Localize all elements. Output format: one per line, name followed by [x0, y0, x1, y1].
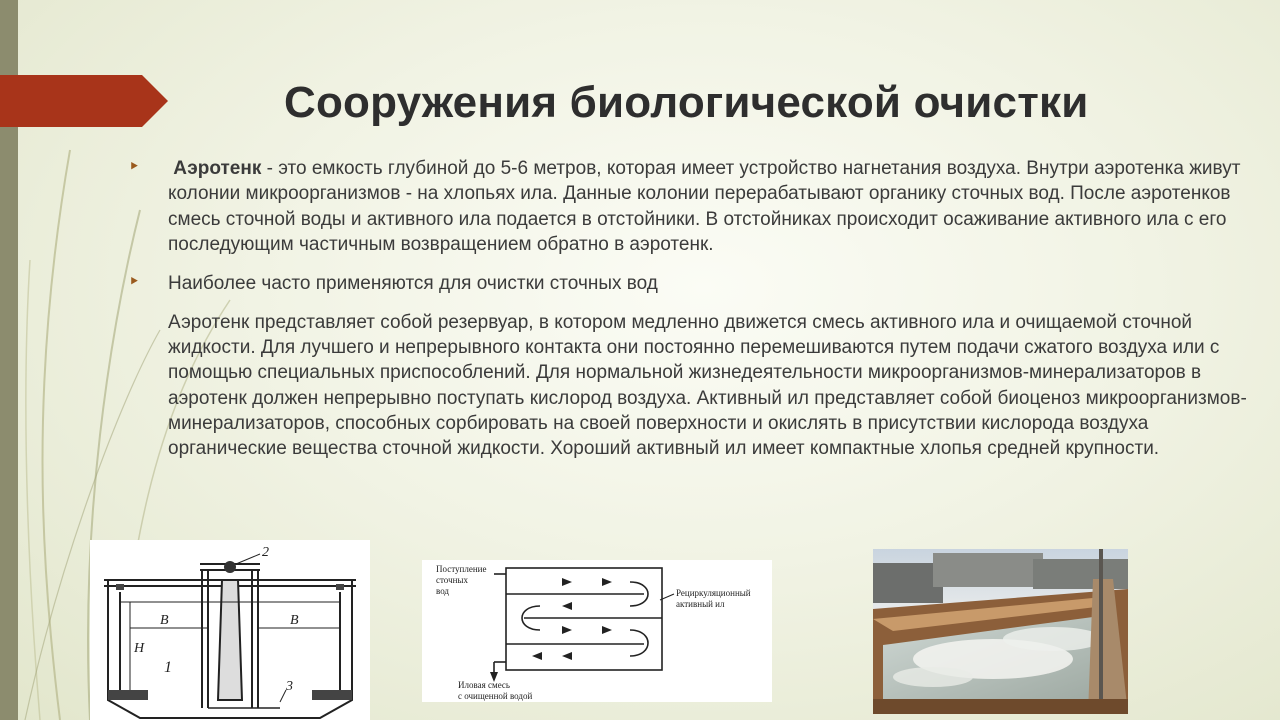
inlet-label-2: сточных — [436, 575, 468, 585]
recirc-label-2: активный ил — [676, 599, 725, 609]
bullet-marker-2: ‣ — [129, 272, 140, 291]
aerotank-section-drawing — [90, 540, 370, 720]
bullet-marker-1: ‣ — [129, 157, 140, 176]
aerotank-flow-scheme — [422, 560, 772, 702]
title-arrow-shape — [0, 75, 168, 127]
aerotank-definition-text: - это емкость глубиной до 5-6 метров, которая имеет устройство нагнетания воздуха. Внутри аэротенка живут колонии микроорганизмов - на хлопьях ила. Данные колонии перерабатывают органику сточных вод. После аэротенков смесь сточной воды и активного ила подается в отстойники. В отстойниках происходит осаживание активного ила с его последующим частичным возвращением обратно в аэротенк. — [168, 158, 1241, 255]
recirc-label-1: Рециркуляционный — [676, 588, 751, 598]
inlet-label-3: вод — [436, 586, 450, 596]
term-aerotank: Аэротенк — [173, 158, 262, 179]
bullet-usage: Наиболее часто применяются для очистки сточных вод — [168, 273, 658, 294]
flow-scheme-svg — [422, 560, 772, 702]
page-title: Сооружения биологической очистки — [284, 78, 1089, 127]
aerotank-photo-illustration — [873, 549, 1128, 714]
label-b-left: B — [160, 613, 169, 628]
bullet-aerotank-definition — [168, 156, 1268, 257]
label-3: 3 — [286, 679, 293, 694]
aerotank-description-paragraph — [160, 310, 1270, 461]
label-1: 1 — [164, 659, 172, 676]
label-2: 2 — [262, 545, 269, 560]
section-drawing-svg — [90, 540, 370, 720]
label-b-right: B — [290, 613, 299, 628]
label-h: H — [134, 641, 145, 656]
aerotank-photo — [873, 549, 1128, 714]
outlet-label-2: с очищенной водой — [458, 691, 533, 701]
aerotank-description-text: Аэротенк представляет собой резервуар, в котором медленно движется смесь активного ила и очищаемой сточной жидкости. Для лучшего и непрерывного контакта они постоянно перемешиваются путем подачи сжатого воздуха или с помощью специальных приспособлений. Для нормальной жизнедеятельности микроорганизмов-минерализаторов в аэротенк должен непрерывно поступать кислород воздуха. Активный ил представляет собой биоценоз микроорганизмов-минерализаторов, способных сорбировать на своей поверхности и окислять в присутствии кислорода воздуха органические вещества сточной жидкости. Хороший активный ил имеет компактные хлопья средней крупности. — [168, 312, 1247, 460]
inlet-label-1: Поступление — [436, 564, 487, 574]
outlet-label-1: Иловая смесь — [458, 680, 511, 690]
